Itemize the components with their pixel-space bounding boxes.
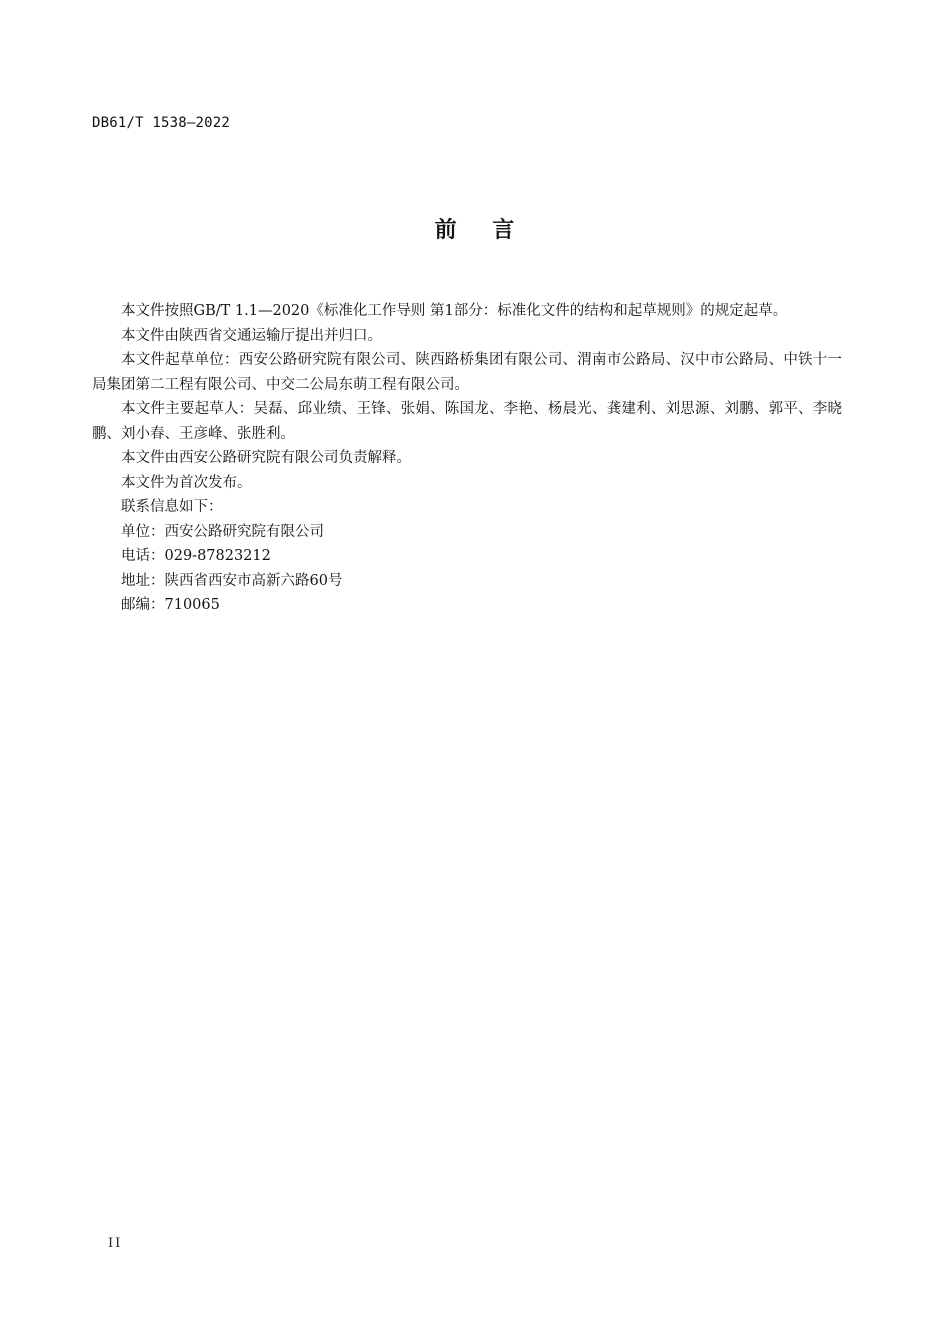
paragraph-proposer: 本文件由陕西省交通运输厅提出并归口。 bbox=[121, 327, 382, 344]
contact-unit: 单位：西安公路研究院有限公司 bbox=[121, 523, 324, 540]
page-title: 前 言 bbox=[434, 218, 516, 243]
page-number: II bbox=[108, 1236, 123, 1251]
paragraph-first-release: 本文件为首次发布。 bbox=[121, 474, 252, 491]
paragraph-main-drafters: 本文件主要起草人：吴磊、邱业绩、王锋、张娟、陈国龙、李艳、杨晨光、龚建利、刘思源、刘鹏、郭平、李晓鹏、刘小春、王彦峰、张胜利。 bbox=[92, 401, 842, 442]
foreword-body bbox=[92, 299, 842, 618]
paragraph-interpretation: 本文件由西安公路研究院有限公司负责解释。 bbox=[121, 450, 411, 466]
contact-address: 地址：陕西省西安市高新六路60号 bbox=[121, 572, 343, 589]
contact-phone: 电话：029-87823212 bbox=[121, 548, 271, 564]
paragraph-drafting-rules: 本文件按照GB/T 1.1—2020《标准化工作导则 第1部分：标准化文件的结构和起草规则》的规定起草。 bbox=[121, 303, 788, 319]
contact-postcode: 邮编：710065 bbox=[121, 597, 220, 613]
paragraph-contact-intro: 联系信息如下： bbox=[121, 499, 223, 515]
paragraph-drafting-units: 本文件起草单位：西安公路研究院有限公司、陕西路桥集团有限公司、渭南市公路局、汉中市公路局、中铁十一局集团第二工程有限公司、中交二公局东萌工程有限公司。 bbox=[92, 352, 842, 393]
standard-code: DB61/T 1538—2022 bbox=[92, 115, 231, 131]
